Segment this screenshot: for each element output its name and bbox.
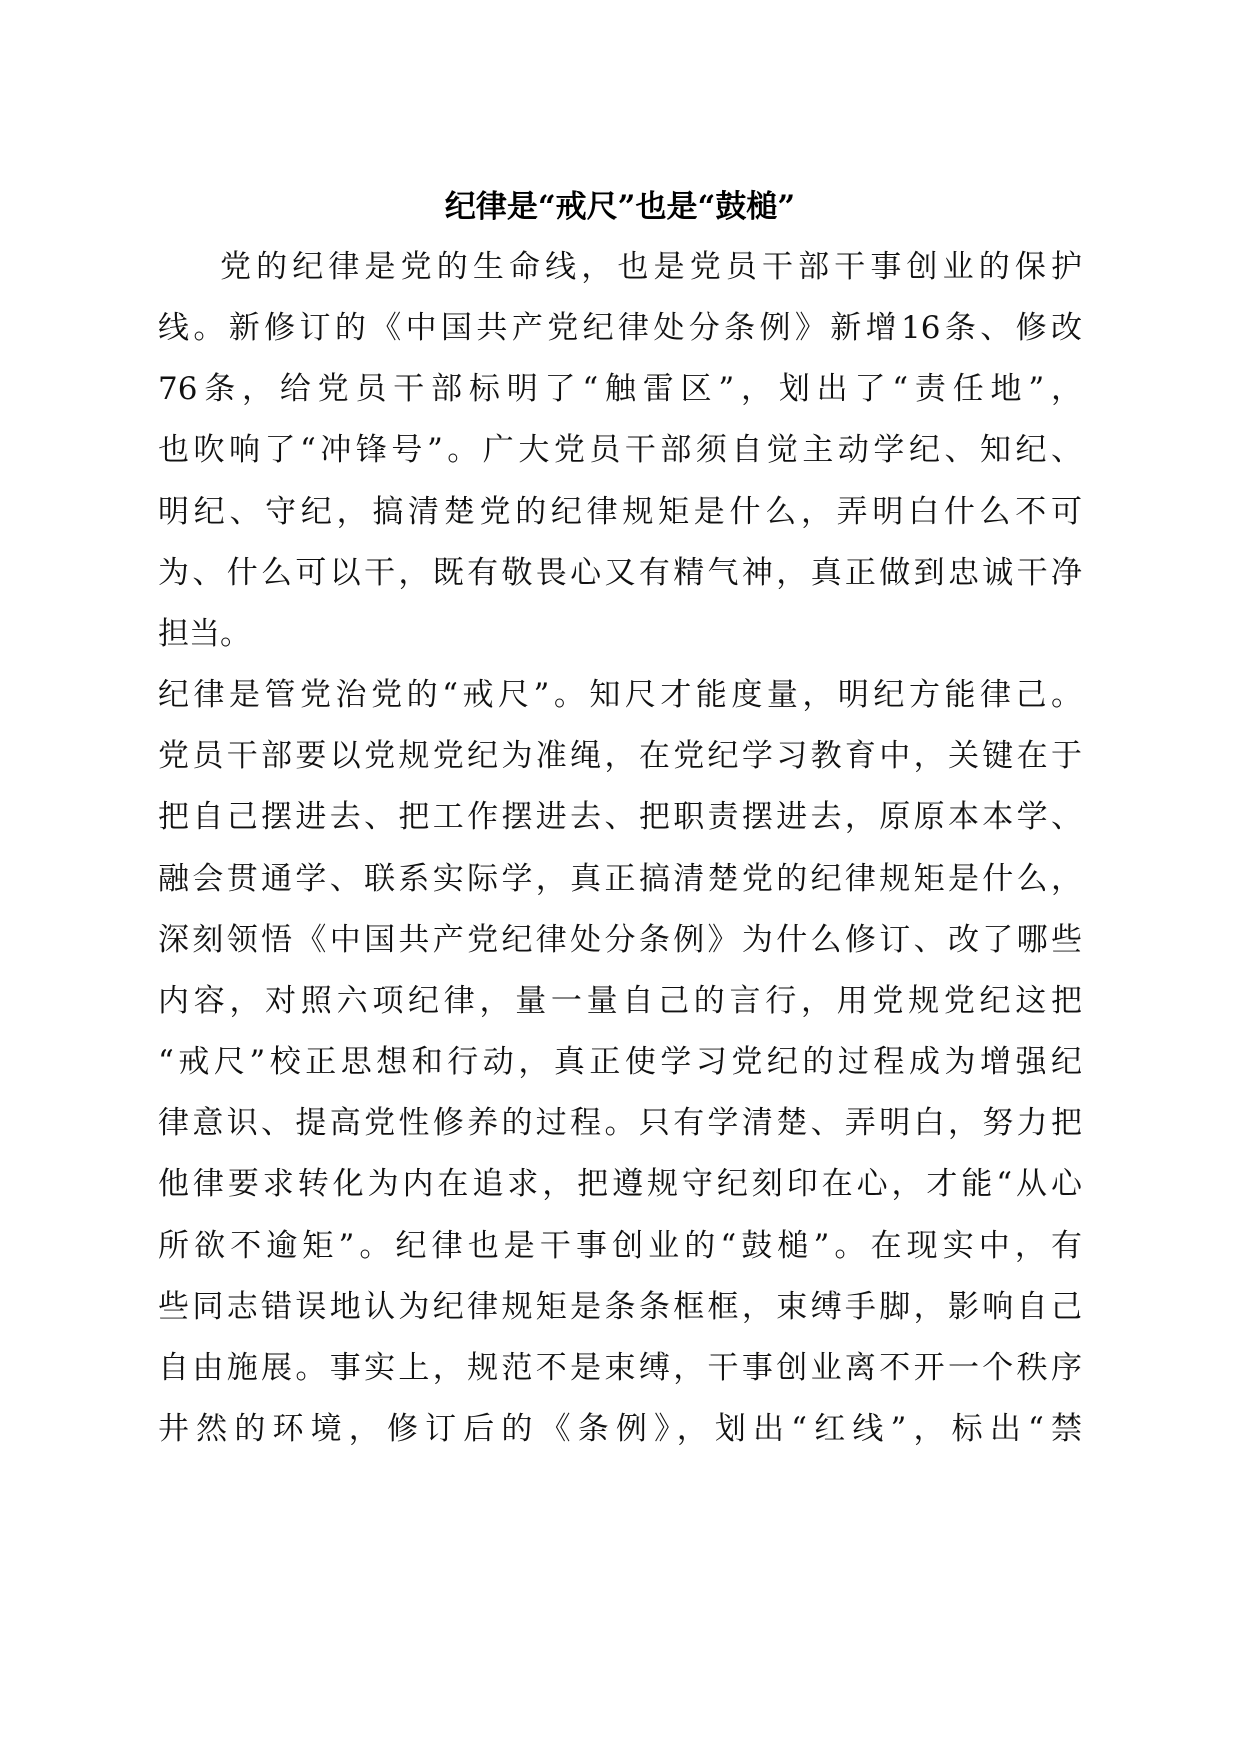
text-line: 明纪、守纪，搞清楚党的纪律规矩是什么，弄明白什么不可 (158, 494, 1082, 530)
text-line: 律意识、提高党性修养的过程。只有学清楚、弄明白，努力把 (158, 1105, 1082, 1141)
text-line: 也吹响了“冲锋号”。广大党员干部须自觉主动学纪、知纪、 (158, 432, 1082, 468)
page-title: 纪律是“戒尺”也是“鼓槌” (444, 189, 796, 225)
text-line: 76条，给党员干部标明了“触雷区”，划出了“责任地”， (158, 371, 1082, 407)
text-line: 把自己摆进去、把工作摆进去、把职责摆进去，原原本本学、 (158, 799, 1082, 835)
text-line: 深刻领悟《中国共产党纪律处分条例》为什么修订、改了哪些 (158, 922, 1082, 958)
text-line: 纪律是管党治党的“戒尺”。知尺才能度量，明纪方能律己。 (158, 677, 1082, 713)
text-line: 为、什么可以干，既有敬畏心又有精气神，真正做到忠诚干净 (158, 555, 1082, 591)
text-line: 所欲不逾矩”。纪律也是干事创业的“鼓槌”。在现实中，有 (158, 1228, 1082, 1264)
text-line: 党员干部要以党规党纪为准绳，在党纪学习教育中，关键在于 (158, 738, 1082, 774)
text-line: 担当。 (158, 616, 251, 652)
text-line: 自由施展。事实上，规范不是束缚，干事创业离不开一个秩序 (158, 1350, 1082, 1386)
text-line: 党的纪律是党的生命线，也是党员干部干事创业的保护 (220, 249, 1082, 285)
text-line: “戒尺”校正思想和行动，真正使学习党纪的过程成为增强纪 (158, 1044, 1082, 1080)
text-line: 线。新修订的《中国共产党纪律处分条例》新增16条、修改 (158, 310, 1082, 346)
text-line: 融会贯通学、联系实际学，真正搞清楚党的纪律规矩是什么， (158, 861, 1082, 897)
text-line: 他律要求转化为内在追求，把遵规守纪刻印在心，才能“从心 (158, 1166, 1082, 1202)
text-line: 内容，对照六项纪律，量一量自己的言行，用党规党纪这把 (158, 983, 1082, 1019)
text-line: 井然的环境，修订后的《条例》，划出“红线”，标出“禁 (158, 1411, 1082, 1447)
text-line: 些同志错误地认为纪律规矩是条条框框，束缚手脚，影响自己 (158, 1289, 1082, 1325)
